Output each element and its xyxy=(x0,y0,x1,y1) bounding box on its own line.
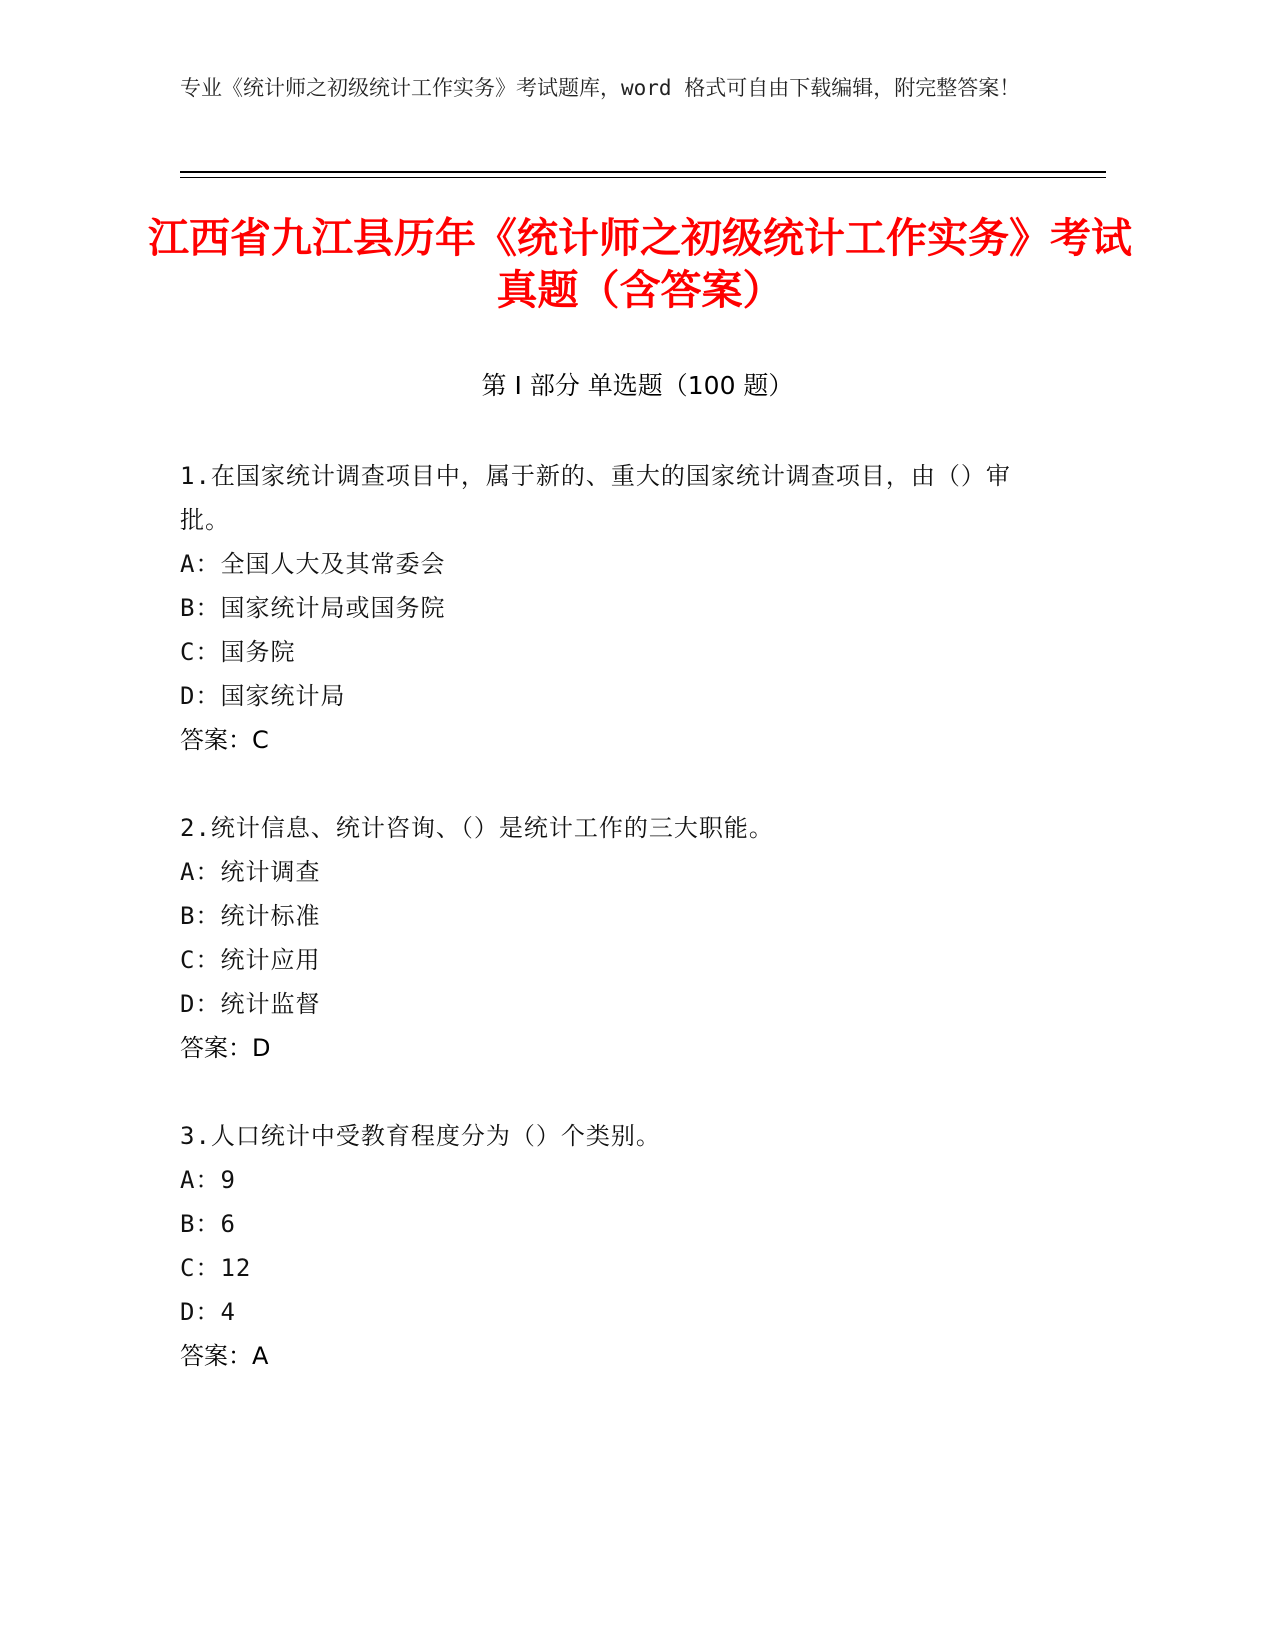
document-title: 江西省九江县历年《统计师之初级统计工作实务》考试真题（含答案） xyxy=(148,214,1132,314)
option-text: 全国人大及其常委会 xyxy=(220,550,446,578)
question-stem: 2.统计信息、统计咨询、（）是统计工作的三大职能。 xyxy=(180,814,774,842)
option-text: 12 xyxy=(220,1254,252,1282)
option-b xyxy=(180,1202,1060,1246)
option-text: 国家统计局 xyxy=(220,682,346,710)
question-stem: 3.人口统计中受教育程度分为（）个类别。 xyxy=(180,1122,661,1150)
option-key: A： xyxy=(180,550,221,578)
section-title: 第 I 部分 单选题（100 题） xyxy=(481,371,794,400)
question-item xyxy=(180,806,1060,1070)
header-divider-thin xyxy=(180,177,1106,178)
option-d xyxy=(180,1290,1060,1334)
question-item xyxy=(180,1114,1060,1378)
option-text: 9 xyxy=(220,1166,236,1194)
option-d xyxy=(180,674,1060,718)
option-text: 4 xyxy=(220,1298,236,1326)
option-key: B： xyxy=(180,594,221,622)
option-d xyxy=(180,982,1060,1026)
option-key: B： xyxy=(180,902,221,930)
option-key: D： xyxy=(180,682,221,710)
option-text: 统计监督 xyxy=(220,990,321,1018)
option-text: 统计调查 xyxy=(220,858,321,886)
question-item xyxy=(180,454,1060,762)
option-key: A： xyxy=(180,1166,221,1194)
option-text: 6 xyxy=(220,1210,236,1238)
answer-line: 答案：A xyxy=(180,1342,269,1370)
option-c xyxy=(180,630,1060,674)
option-key: C： xyxy=(180,946,221,974)
option-key: A： xyxy=(180,858,221,886)
option-text: 国务院 xyxy=(220,638,296,666)
answer-line: 答案：C xyxy=(180,726,269,754)
option-c xyxy=(180,1246,1060,1290)
question-stem: 1.在国家统计调查项目中，属于新的、重大的国家统计调查项目，由（）审批。 xyxy=(180,462,1011,534)
option-key: B： xyxy=(180,1210,221,1238)
answer-line: 答案：D xyxy=(180,1034,271,1062)
option-a xyxy=(180,542,1060,586)
option-key: D： xyxy=(180,990,221,1018)
option-a xyxy=(180,850,1060,894)
option-c xyxy=(180,938,1060,982)
option-text: 国家统计局或国务院 xyxy=(220,594,446,622)
option-key: C： xyxy=(180,638,221,666)
header-note: 专业《统计师之初级统计工作实务》考试题库，word 格式可自由下载编辑，附完整答案！ xyxy=(180,76,1021,100)
option-key: C： xyxy=(180,1254,221,1282)
question-list xyxy=(180,454,1060,1422)
option-text: 统计标准 xyxy=(220,902,321,930)
option-a xyxy=(180,1158,1060,1202)
option-key: D： xyxy=(180,1298,221,1326)
option-b xyxy=(180,586,1060,630)
option-text: 统计应用 xyxy=(220,946,321,974)
option-b xyxy=(180,894,1060,938)
header-divider-thick xyxy=(180,171,1106,173)
